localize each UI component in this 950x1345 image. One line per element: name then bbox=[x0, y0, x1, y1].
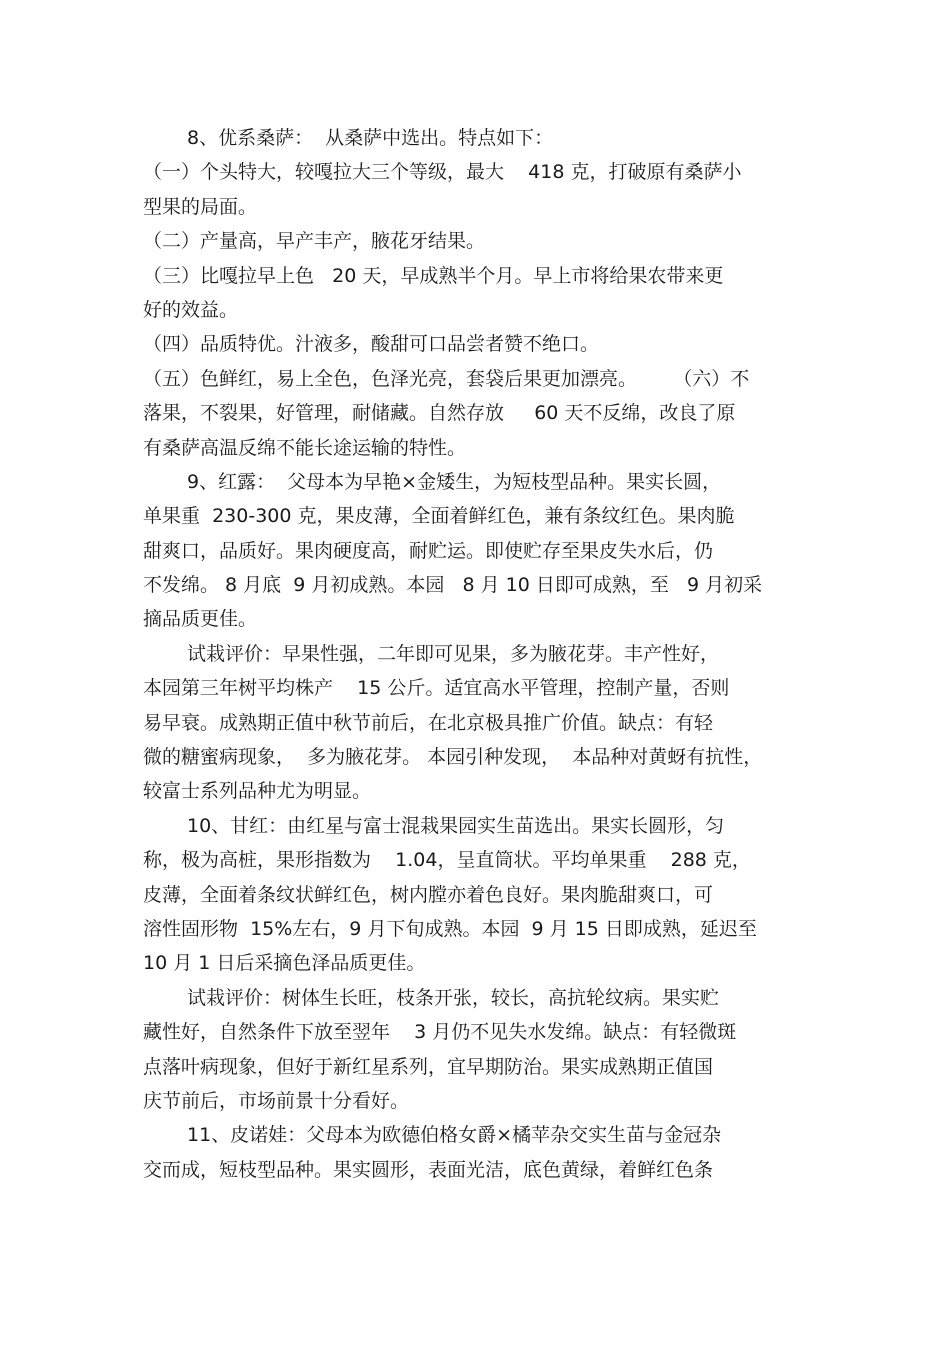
text-line: 型果的局面。 bbox=[143, 195, 258, 218]
text-line: （二）产量高，早产丰产，腋花牙结果。 bbox=[143, 230, 486, 253]
text-line: 落果，不裂果，好管理，耐储藏。自然存放 60 天不反绵，改良了原 bbox=[143, 402, 736, 425]
text-line: 单果重 230-300 克，果皮薄，全面着鲜红色，兼有条纹红色。果肉脆 bbox=[143, 505, 735, 528]
text-line: 藏性好，自然条件下放至翌年 3 月仍不见失水发绵。缺点：有轻微斑 bbox=[143, 1021, 737, 1044]
text-line: 微的糖蜜病现象， 多为腋花芽。 本园引种发现， 本品种对黄蚜有抗性， bbox=[143, 746, 763, 769]
text-line: 8、优系桑萨： 从桑萨中选出。特点如下： bbox=[187, 127, 554, 149]
text-line: 庆节前后，市场前景十分看好。 bbox=[143, 1089, 410, 1112]
text-line: 10 月 1 日后采摘色泽品质更佳。 bbox=[143, 952, 426, 975]
text-line: 本园第三年树平均株产 15 公斤。适宜高水平管理，控制产量，否则 bbox=[143, 677, 730, 700]
text-line: 溶性固形物 15%左右，9 月下旬成熟。本园 9 月 15 日即成熟，延迟至 bbox=[143, 917, 757, 940]
text-line: 易早衰。成熟期正值中秋节前后，在北京极具推广价值。缺点：有轻 bbox=[143, 711, 714, 734]
text-line: 试栽评价：树体生长旺，枝条开张，较长，高抗轮纹病。果实贮 bbox=[187, 986, 720, 1009]
text-line: 10、甘红：由红星与富士混栽果园实生苗选出。果实长圆形，匀 bbox=[187, 814, 725, 837]
text-line: 交而成，短枝型品种。果实圆形，表面光洁，底色黄绿，着鲜红色条 bbox=[143, 1158, 714, 1181]
text-line: 摘品质更佳。 bbox=[143, 608, 258, 631]
text-line: 皮薄，全面着条纹状鲜红色，树内膛亦着色良好。果肉脆甜爽口，可 bbox=[143, 883, 714, 906]
text-line: 9、红露： 父母本为早艳×金矮生，为短枝型品种。果实长圆， bbox=[187, 470, 722, 493]
text-line: 好的效益。 bbox=[143, 298, 239, 321]
text-line: 试栽评价：早果性强，二年即可见果，多为腋花芽。丰产性好， bbox=[187, 642, 720, 665]
text-line: 点落叶病现象，但好于新红星系列，宜早期防治。果实成熟期正值国 bbox=[143, 1055, 714, 1078]
text-line: 有桑萨高温反绵不能长途运输的特性。 bbox=[143, 436, 467, 459]
text-line: 11、皮诺娃：父母本为欧德伯格女爵×橘苹杂交实生苗与金冠杂 bbox=[187, 1124, 722, 1147]
document-body bbox=[143, 121, 813, 1187]
text-line: 较富士系列品种尤为明显。 bbox=[143, 780, 372, 803]
text-line: （一）个头特大，较嘎拉大三个等级，最大 418 克，打破原有桑萨小 bbox=[143, 161, 742, 184]
text-line: 称，极为高桩，果形指数为 1.04，呈直筒状。平均单果重 288 克， bbox=[143, 849, 751, 872]
text-line: 不发绵。 8 月底 9 月初成熟。本园 8 月 10 日即可成熟，至 9 月初采 bbox=[143, 574, 763, 597]
text-line: （五）色鲜红，易上全色，色泽光亮，套袋后果更加漂亮。 （六）不 bbox=[143, 367, 750, 390]
text-line: （三）比嘎拉早上色 20 天，早成熟半个月。早上市将给果农带来更 bbox=[143, 264, 724, 287]
text-line: 甜爽口，品质好。果肉硬度高，耐贮运。即使贮存至果皮失水后，仍 bbox=[143, 539, 714, 562]
text-line: （四）品质特优。汁液多，酸甜可口品尝者赞不绝口。 bbox=[143, 333, 600, 356]
